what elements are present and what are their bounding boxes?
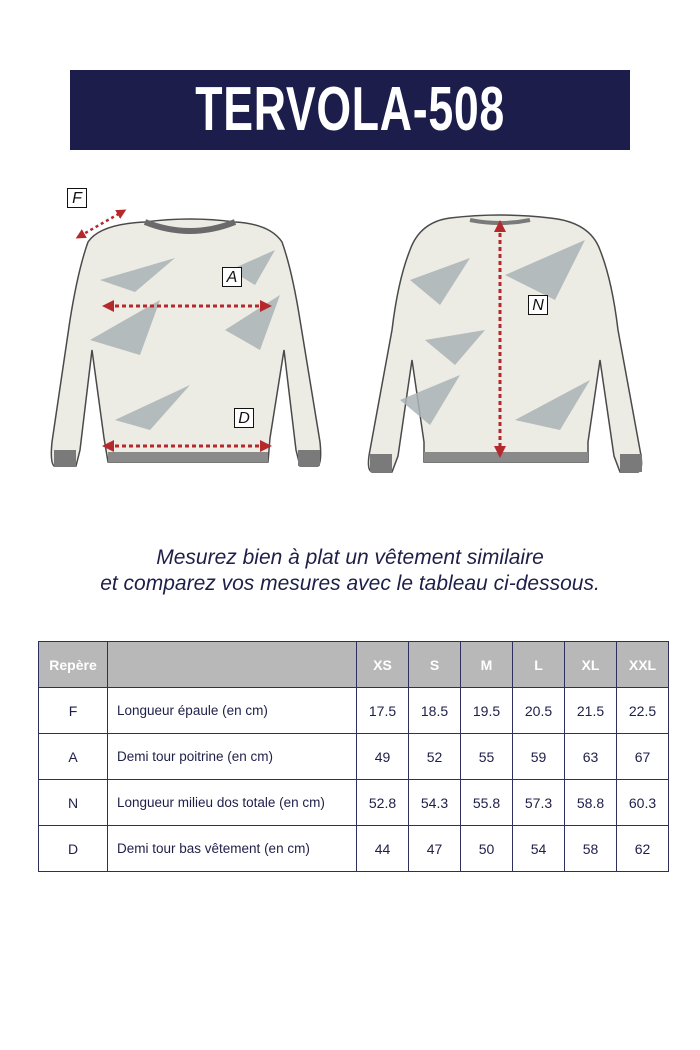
garment-diagrams bbox=[0, 180, 700, 490]
row-mark: N bbox=[39, 780, 108, 826]
product-title: TERVOLA-508 bbox=[195, 75, 505, 144]
row-mark: D bbox=[39, 826, 108, 872]
title-banner bbox=[70, 70, 630, 150]
row-mark: F bbox=[39, 688, 108, 734]
cell-value: 52.8 bbox=[357, 780, 409, 826]
row-mark: A bbox=[39, 734, 108, 780]
instruction-line-2: et comparez vos mesures avec le tableau ci-dessous. bbox=[100, 572, 600, 595]
header-s: S bbox=[409, 642, 461, 688]
cell-value: 18.5 bbox=[409, 688, 461, 734]
cell-value: 59 bbox=[513, 734, 565, 780]
cell-value: 57.3 bbox=[513, 780, 565, 826]
cell-value: 47 bbox=[409, 826, 461, 872]
row-label: Demi tour poitrine (en cm) bbox=[108, 734, 357, 780]
cell-value: 50 bbox=[461, 826, 513, 872]
sweater-illustrations bbox=[0, 180, 700, 490]
header-xl: XL bbox=[565, 642, 617, 688]
row-label: Demi tour bas vêtement (en cm) bbox=[108, 826, 357, 872]
marker-d: D bbox=[234, 408, 254, 428]
table-header-row bbox=[39, 642, 669, 688]
table-row bbox=[39, 688, 669, 734]
header-xxl: XXL bbox=[617, 642, 669, 688]
measuring-instructions bbox=[0, 545, 700, 597]
cell-value: 49 bbox=[357, 734, 409, 780]
table-row bbox=[39, 734, 669, 780]
header-m: M bbox=[461, 642, 513, 688]
cell-value: 55.8 bbox=[461, 780, 513, 826]
cell-value: 63 bbox=[565, 734, 617, 780]
marker-f: F bbox=[67, 188, 87, 208]
row-label: Longueur milieu dos totale (en cm) bbox=[108, 780, 357, 826]
cell-value: 60.3 bbox=[617, 780, 669, 826]
table-row bbox=[39, 826, 669, 872]
cell-value: 54 bbox=[513, 826, 565, 872]
cell-value: 62 bbox=[617, 826, 669, 872]
marker-a: A bbox=[222, 267, 242, 287]
cell-value: 44 bbox=[357, 826, 409, 872]
marker-n: N bbox=[528, 295, 548, 315]
header-l: L bbox=[513, 642, 565, 688]
cell-value: 55 bbox=[461, 734, 513, 780]
cell-value: 54.3 bbox=[409, 780, 461, 826]
cell-value: 58 bbox=[565, 826, 617, 872]
instruction-line-1: Mesurez bien à plat un vêtement similaire bbox=[156, 546, 544, 569]
cell-value: 52 bbox=[409, 734, 461, 780]
cell-value: 22.5 bbox=[617, 688, 669, 734]
size-chart-table bbox=[38, 641, 669, 872]
back-sweater bbox=[368, 215, 642, 472]
row-label: Longueur épaule (en cm) bbox=[108, 688, 357, 734]
cell-value: 19.5 bbox=[461, 688, 513, 734]
header-label bbox=[108, 642, 357, 688]
cell-value: 20.5 bbox=[513, 688, 565, 734]
table-row bbox=[39, 780, 669, 826]
cell-value: 67 bbox=[617, 734, 669, 780]
front-sweater bbox=[51, 212, 320, 466]
header-repere: Repère bbox=[39, 642, 108, 688]
header-xs: XS bbox=[357, 642, 409, 688]
cell-value: 17.5 bbox=[357, 688, 409, 734]
cell-value: 21.5 bbox=[565, 688, 617, 734]
cell-value: 58.8 bbox=[565, 780, 617, 826]
